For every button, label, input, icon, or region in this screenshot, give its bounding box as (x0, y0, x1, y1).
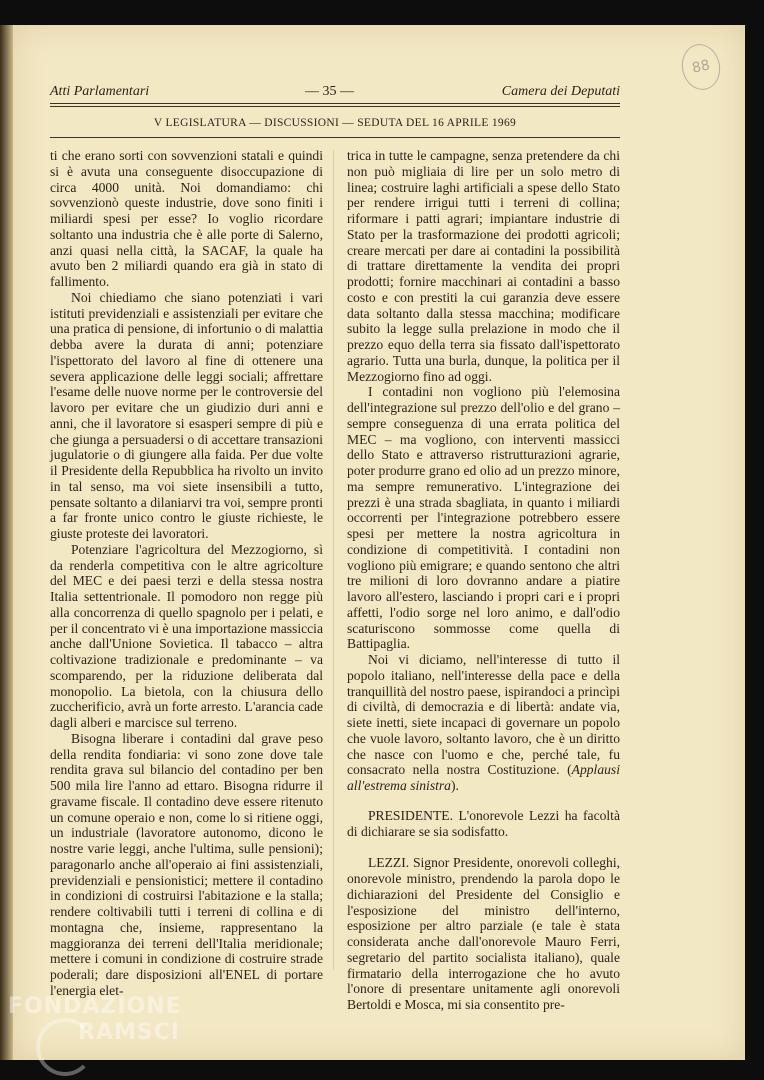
applause-note: Applausi all'estrema sinistra (347, 762, 620, 793)
paragraph: I contadini non vogliono più l'elemosina dell'integrazione sul prezzo dell'olio e del grano – sempre conseguenza di una errata politica del MEC – ma vogliono, con interventi massicci dello Stato e attraverso ristrutturazioni agrarie, poter produrre grano ed olio ad un prezzo minore, ma sempre remunerativo. L'integrazione dei prezzi è una strada sbagliata, in quanto i miliardi occorrenti per l'integrazione potrebbero essere spesi per mettere la nostra agricoltura in condizione di competitività. I contadini non vogliono più emigrare; e quando sentono che altri tre milioni di loro dovranno andare a piatire lavoro all'estero, lasciando i propri cari e i propri affetti, l'odio sorge nel loro animo, e dall'odio scaturiscono sommosse come quella di Battipaglia. (347, 384, 620, 652)
header-left-title: Atti Parlamentari (50, 84, 150, 99)
left-column (50, 148, 323, 999)
session-rule (50, 137, 620, 138)
watermark-line2: RAMSCI (78, 1020, 181, 1045)
speaker-paragraph-lezzi: LEZZI. Signor Presidente, onorevoli colleghi, onorevole ministro, prendendo la parola dopo le dichiarazioni del Presidente del Consiglio e l'esposizione del ministro dell'interno, esposizione per altro parziale (e tale è stata considerata anche dall'onorevole Mauro Ferri, segretario del partito socialista italiano), quale firmatario della interrogazione che ho avuto l'onore di presentare unitamente agli onorevoli Bertoldi e Mosca, mi sia consentito pre- (347, 855, 620, 1012)
page-number: — 35 — (305, 84, 354, 99)
paragraph: Noi chiediamo che siano potenziati i vari istituti previdenziali e assistenziali per evitare che una pratica di pensione, di infortunio o di malattia debba avere la durata di anni; potenziare l'ispettorato del lavoro al fine di ottenere una severa applicazione delle leggi sociali; affrettare l'esame delle nuove norme per le controversie del lavoro per evitare che un giudizio duri anni e anni, che il lavoratore si esasperi sempre di più e che giunga a persuadersi o di accettare transazioni jugulatorie o di giungere alla faida. Per due volte il Presidente della Repubblica ha rivolto un invito in tal senso, ma voi siete insensibili a tutto, pensate soltanto a dilaniarvi tra voi, sempre pronti a far fronte unico contro le giuste richieste, le giuste proteste dei lavoratori. (50, 289, 323, 541)
paragraph: Bisogna liberare i contadini dal grave peso della rendita fondiaria: vi sono zone dove tale rendita grava sul bilancio del contadino per ben 500 mila lire l'anno ad ettaro. Bisogna ridurre il gravame fiscale. Il contadino deve essere ritenuto un comune operaio e non, come lo si ritiene oggi, un industriale (lavoratore autonomo, dicono le nostre varie leggi, anche l'ultima, sulle pensioni); paragonarlo anche all'operaio ai fini assistenziali, previdenziali e pensionistici; mettere il contadino in condizioni di costruirsi l'abitazione e la stalla; rendere coltivabili tutti i terreni di collina e di montagna che, insieme, rappresentano la maggioranza dei terreni dell'Italia meridionale; mettere i comuni in condizione di costruire strade poderali; dare disposizioni all'ENEL di portare l'energia elet- (50, 730, 323, 998)
header-right-title: Camera dei Deputati (501, 84, 620, 99)
speaker-paragraph-presidente: PRESIDENTE. L'onorevole Lezzi ha facoltà di dichiarare se sia sodisfatto. (347, 807, 620, 839)
session-line: V LEGISLATURA — DISCUSSIONI — SEDUTA DEL 16 APRILE 1969 (153, 117, 517, 129)
paragraph-end: ). (450, 778, 459, 793)
paragraph-applause (347, 652, 620, 794)
paper-spine-edge (0, 25, 13, 1060)
column-gutter (333, 150, 334, 970)
fondazione-gramsci-watermark (8, 994, 208, 1074)
paragraph: Potenziare l'agricoltura del Mezzogiorno, sì da renderla competitiva con le altre agricolture del MEC e dei paesi terzi e della stessa nostra Italia settentrionale. Il pomodoro non regge più alla concorrenza di quello spagnolo per i pelati, e per il concentrato vi è una importazione massiccia anche dall'Unione Sovietica. Il tabacco – altra coltivazione tradizionale e predominante – va scomparendo, per la riduzione deliberata dal monopolio. La bietola, con la chiusura dello zuccherificio, avrà un forte arresto. L'arancia cade dagli alberi e marcisce sul terreno. (50, 541, 323, 730)
header-rule-bottom (50, 106, 620, 107)
right-column (347, 148, 620, 1013)
paragraph: ti che erano sorti con sovvenzioni statali e quindi si è avuta una conseguente disoccupazione di circa 4000 unità. Noi domandiamo: chi sovvenzionò queste industrie, dove sono finiti i miliardi spesi per esse? Io voglio ricordare soltanto una industria che è alle porte di Salerno, anzi quasi nella città, la SACAF, la quale ha avuto ben 2 miliardi quando era già in stato di fallimento. (50, 148, 323, 289)
paragraph-text: Noi vi diciamo, nell'interesse di tutto il popolo italiano, nell'interesse della pace e della tranquillità del nostro paese, ispirandoci a princìpi di civiltà, di democrazia e di libertà: andate via, siete inetti, siete incapaci di governare un popolo che vuole lavoro, soltanto lavoro, che è un diritto che nasce con l'uomo e che, perché tale, fu consacrato nella nostra Costituzione. ( (347, 652, 620, 778)
archive-stamp-text: 88 (690, 57, 712, 77)
running-header (50, 84, 620, 104)
watermark-line1: FONDAZIONE (8, 994, 182, 1019)
paragraph: trica in tutte le campagne, senza pretendere da chi non può migliaia di lire per un solo metro di linea; costruire laghi artificiali a spese dello Stato per rendere irrigui tutti i terreni di collina; riformare i patti agrari; impiantare industrie di Stato per la trasformazione dei prodotti agricoli; creare mercati per dare ai contadini la possibilità di trattare direttamente la vendita dei propri prodotti; fornire macchinari ai contadini a basso costo e con prestiti la cui garanzia deve essere data soltanto dalla stessa macchina; modificare subito la legge sulla prelazione in modo che il prezzo equo della terra sia fissato dall'ispettorato agrario. Tutta una burla, dunque, la politica per il Mezzogiorno fino ad oggi. (347, 148, 620, 384)
header-rule-top (50, 103, 620, 104)
